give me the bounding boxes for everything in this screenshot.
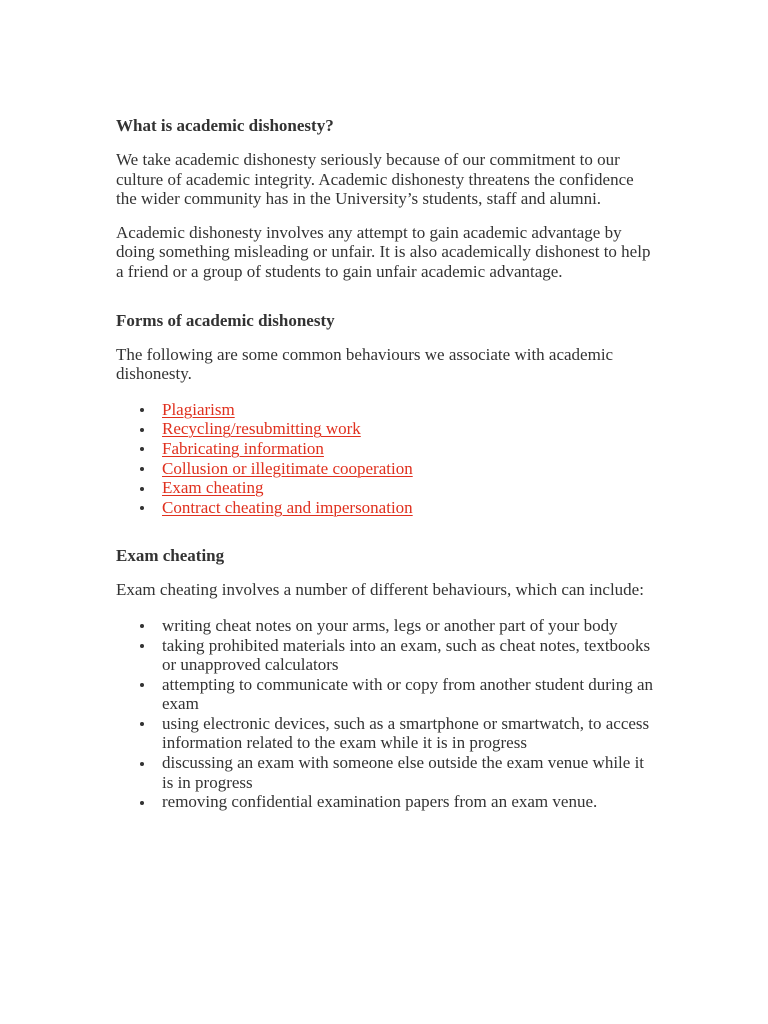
heading-what-is-academic-dishonesty: What is academic dishonesty?: [116, 116, 334, 135]
list-item: taking prohibited materials into an exam, such as cheat notes, textbooks or unapproved calculators: [162, 636, 656, 675]
list-item: attempting to communicate with or copy from another student during an exam: [162, 675, 656, 714]
link-exam-cheating[interactable]: Exam cheating: [162, 478, 264, 498]
list-item: [162, 419, 656, 439]
paragraph-forms-intro: The following are some common behaviours we associate with academic dishonesty.: [116, 344, 614, 384]
link-recycling-resubmitting-work[interactable]: Recycling/resubmitting work: [162, 419, 361, 439]
link-plagiarism[interactable]: Plagiarism: [162, 399, 235, 419]
forms-link-list: [116, 400, 656, 518]
list-item: [162, 498, 656, 518]
list-item: writing cheat notes on your arms, legs or another part of your body: [162, 616, 656, 636]
list-item: [162, 459, 656, 479]
exam-behaviours-list: [116, 616, 656, 812]
list-item: [162, 439, 656, 459]
document-page: [116, 116, 656, 812]
link-fabricating-information[interactable]: Fabricating information: [162, 438, 324, 458]
list-item: [162, 400, 656, 420]
list-item: discussing an exam with someone else outside the exam venue while it is in progress: [162, 753, 656, 792]
heading-exam-cheating: Exam cheating: [116, 546, 225, 566]
paragraph-commitment: We take academic dishonesty seriously because of our commitment to our culture of academic integrity. Academic dishonesty threatens the confidence the wider community has in the University’s students, staff and alumni.: [116, 150, 634, 209]
paragraph-exam-intro: Exam cheating involves a number of different behaviours, which can include:: [116, 580, 644, 600]
paragraph-definition: Academic dishonesty involves any attempt to gain academic advantage by doing something misleading or unfair. It is also academically dishonest to help a friend or a group of students to gain unfair academic advantage.: [116, 222, 651, 281]
link-contract-cheating[interactable]: Contract cheating and impersonation: [162, 497, 413, 517]
list-item: removing confidential examination papers from an exam venue.: [162, 792, 656, 812]
link-collusion[interactable]: Collusion or illegitimate cooperation: [162, 458, 413, 478]
heading-forms-of-academic-dishonesty: Forms of academic dishonesty: [116, 310, 335, 330]
list-item: [162, 478, 656, 498]
list-item: using electronic devices, such as a smartphone or smartwatch, to access information related to the exam while it is in progress: [162, 714, 656, 753]
